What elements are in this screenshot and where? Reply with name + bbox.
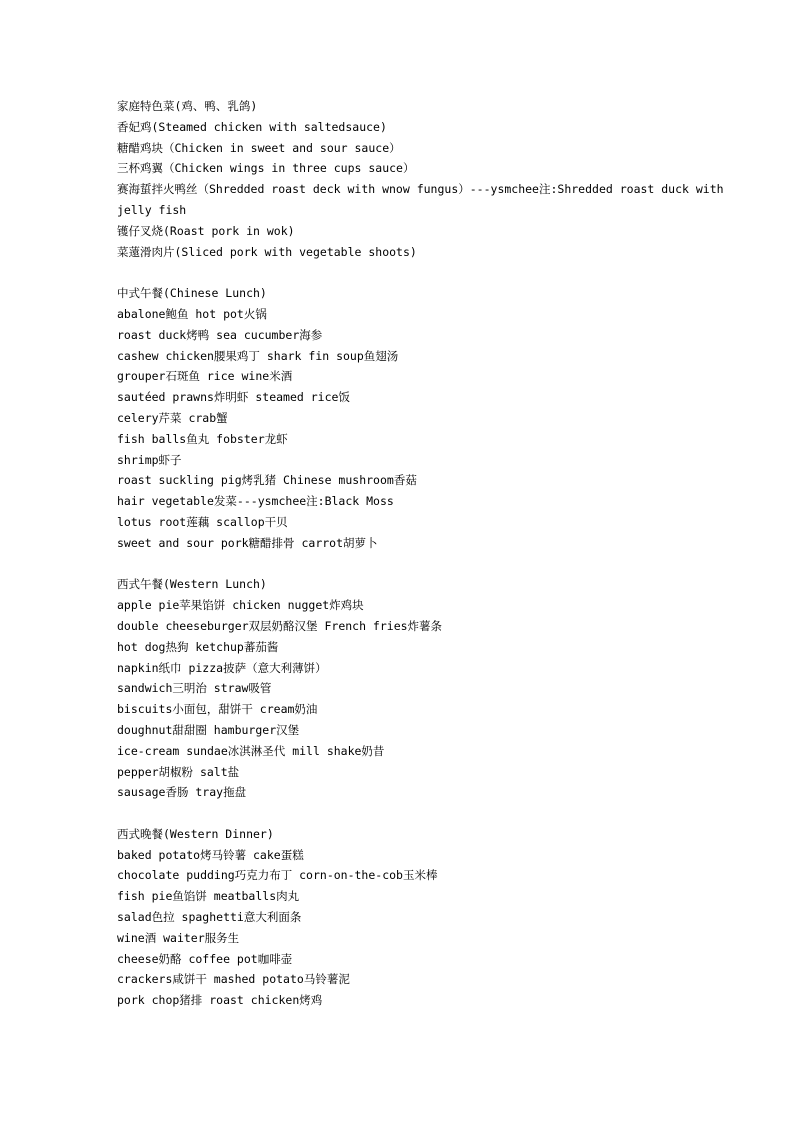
blank-line — [117, 803, 737, 824]
menu-line: napkin纸巾 pizza披萨（意大利薄饼） — [117, 660, 327, 675]
document-body — [117, 96, 737, 1011]
menu-line: apple pie苹果馅饼 chicken nugget炸鸡块 — [117, 598, 364, 613]
menu-line: 菜薳滑肉片(Sliced pork with vegetable shoots) — [117, 244, 417, 259]
menu-line: doughnut甜甜圈 hamburger汉堡 — [117, 722, 300, 737]
menu-line: pepper胡椒粉 salt盐 — [117, 764, 240, 779]
menu-line: sautéed prawns炸明虾 steamed rice饭 — [117, 390, 350, 405]
menu-line: sweet and sour pork糖醋排骨 carrot胡萝卜 — [117, 535, 378, 550]
menu-line: 香妃鸡(Steamed chicken with saltedsauce) — [117, 119, 387, 134]
section-title-western-dinner: 西式晚餐(Western Dinner) — [117, 826, 274, 841]
menu-line: lotus root莲藕 scallop干贝 — [117, 514, 288, 529]
menu-line: double cheeseburger双层奶酪汉堡 French fries炸薯条 — [117, 618, 443, 633]
menu-line: biscuits小面包，甜饼干 cream奶油 — [117, 702, 318, 717]
menu-line: hair vegetable发菜---ysmchee注:Black Moss — [117, 494, 394, 509]
menu-line: salad色拉 spaghetti意大利面条 — [117, 910, 302, 925]
section-title-home-dishes: 家庭特色菜(鸡、鸭、乳鸽) — [117, 99, 258, 113]
section-title-western-lunch: 西式午餐(Western Lunch) — [117, 577, 267, 592]
menu-line: hot dog热狗 ketchup蕃茄酱 — [117, 639, 279, 654]
blank-line — [117, 262, 737, 283]
menu-line: celery芹菜 crab蟹 — [117, 410, 228, 425]
menu-line: shrimp虾子 — [117, 452, 182, 467]
blank-line — [117, 554, 737, 575]
menu-line: cheese奶酪 coffee pot咖啡壶 — [117, 951, 293, 966]
menu-line: baked potato烤马铃薯 cake蛋糕 — [117, 847, 304, 862]
menu-line: chocolate pudding巧克力布丁 corn-on-the-cob玉米棒 — [117, 868, 438, 883]
menu-line: 赛海蜇拌火鸭丝（Shredded roast deck with wnow fungus）---ysmchee注:Shredded roast duck with jelly fish — [117, 182, 731, 217]
section-title-chinese-lunch: 中式午餐(Chinese Lunch) — [117, 286, 267, 301]
menu-line: 三杯鸡翼（Chicken wings in three cups sauce） — [117, 161, 415, 176]
menu-line: fish balls鱼丸 fobster龙虾 — [117, 431, 288, 446]
menu-line: roast duck烤鸭 sea cucumber海参 — [117, 327, 323, 342]
menu-line: cashew chicken腰果鸡丁 shark fin soup鱼翅汤 — [117, 348, 399, 363]
menu-line: grouper石斑鱼 rice wine米酒 — [117, 369, 293, 384]
menu-line: fish pie鱼馅饼 meatballs肉丸 — [117, 889, 300, 904]
menu-line: crackers咸饼干 mashed potato马铃薯泥 — [117, 972, 350, 987]
menu-line: ice-cream sundae冰淇淋圣代 mill shake奶昔 — [117, 743, 385, 758]
menu-line: sandwich三明治 straw吸管 — [117, 681, 272, 696]
menu-line: pork chop猪排 roast chicken烤鸡 — [117, 993, 323, 1008]
menu-line: 镬仔叉烧(Roast pork in wok) — [117, 223, 295, 238]
menu-line: abalone鲍鱼 hot pot火锅 — [117, 306, 267, 321]
menu-line: roast suckling pig烤乳猪 Chinese mushroom香菇 — [117, 473, 417, 488]
menu-line: sausage香肠 tray拖盘 — [117, 785, 247, 800]
menu-line: wine酒 waiter服务生 — [117, 930, 240, 945]
menu-line: 糖醋鸡块（Chicken in sweet and sour sauce） — [117, 140, 401, 155]
